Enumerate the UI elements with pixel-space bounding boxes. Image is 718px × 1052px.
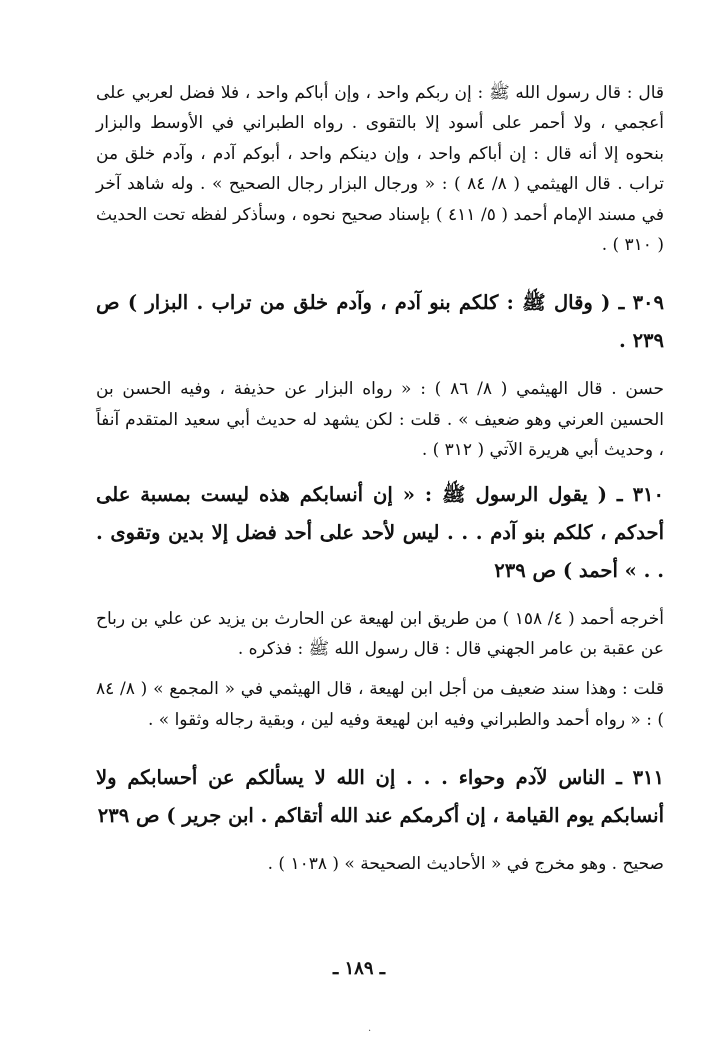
spacer [96,735,664,759]
grading-311: صحيح . وهو مخرج في « الأحاديث الصحيحة » ( ١٠٣٨ ) . [267,854,664,875]
hadith-311: ٣١١ ـ الناس لآدم وحواء . . . إن الله لا يسألكم عن أحسابكم ولا أنسابكم يوم القيامة ، إن أكرمكم عند الله أتقاكم . ابن جرير ) ص ٢٣٩ [96,766,664,828]
page-body [96,78,664,880]
spacer [96,260,664,284]
scan-speck: · [368,1026,372,1037]
spacer [96,835,664,849]
spacer [96,360,664,374]
grading-309: حسن . قال الهيثمي ( ٨/ ٨٦ ) : « رواه البزار عن حذيفة ، وفيه الحسن بن الحسين العرني وهو ضعيف » . قلت : لكن يشهد له حديث أبي سعيد المتقدم آنفاً ، وحديث أبي هريرة الآتي ( ٣١٢ ) . [96,379,664,461]
hadith-309: ٣٠٩ ـ ( وقال ﷺ : كلكم بنو آدم ، وآدم خلق من تراب . البزار ) ص ٢٣٩ . [96,291,664,353]
spacer [96,466,664,476]
spacer [96,664,664,674]
commentary-paragraph: قال : قال رسول الله ﷺ : إن ربكم واحد ، وإن أباكم واحد ، فلا فضل لعربي على أعجمي ، ولا أحمر على أسود إلا بالتقوى . رواه الطبراني في الأوسط والبزار بنحوه إلا أنه قال : إن أباكم واحد ، وإن دينكم واحد ، أبوكم آدم ، وآدم خلق من تراب . قال الهيثمي ( ٨/ ٨٤ ) : « ورجال البزار رجال الصحيح » . وله شاهد آخر في مسند الإمام أحمد ( ٥/ ٤١١ ) بإسناد صحيح نحوه ، وسأذكر لفظه تحت الحديث ( ٣١٠ ) . [96,83,664,256]
spacer [96,590,664,604]
takhrij-310: أخرجه أحمد ( ٤/ ١٥٨ ) من طريق ابن لهيعة عن الحارث بن يزيد عن علي بن رباح عن عقبة بن عامر الجهني قال : قال رسول الله ﷺ : فذكره . [96,608,665,660]
note-310: قلت : وهذا سند ضعيف من أجل ابن لهيعة ، قال الهيثمي في « المجمع » ( ٨/ ٨٤ ) : « رواه أحمد والطبراني وفيه ابن لهيعة وفيه لين ، وبقية رجاله وثقوا » . [96,679,664,730]
page-number: ـ ١٨٩ ـ [332,958,386,979]
hadith-310: ٣١٠ ـ ( يقول الرسول ﷺ : « إن أنسابكم هذه ليست بمسبة على أحدكم ، كلكم بنو آدم . . . ليس لأحد على أحد فضل إلا بدين وتقوى . . . » أحمد ) ص ٢٣٩ [96,482,664,582]
